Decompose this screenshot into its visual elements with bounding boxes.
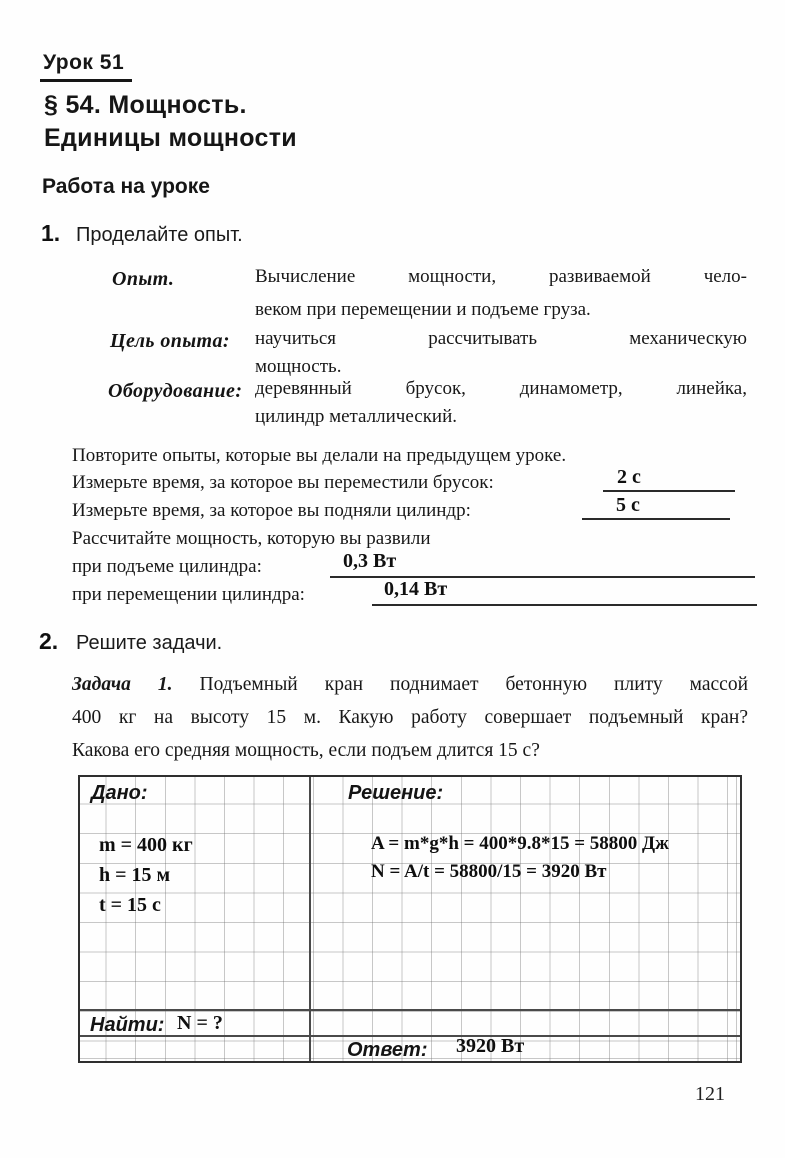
worksheet-subtitle: Работа на уроке (42, 175, 210, 198)
blank4-value: 0,14 Вт (384, 578, 448, 600)
lesson-label: Урок 51 (43, 51, 125, 74)
section-title-line1: § 54. Мощность. (44, 91, 247, 119)
task1-title: Проделайте опыт. (76, 224, 243, 246)
blank1-underline (603, 489, 735, 492)
blank2-underline (582, 517, 730, 520)
problem-text: Подъемный кран поднимает бетонную плиту массой (199, 674, 749, 695)
blank1-value: 2 с (617, 466, 641, 488)
repeat-instruction: Повторите опыты, которые вы делали на предыдущем уроке. (72, 445, 567, 466)
given-value: m = 400 кг (99, 834, 193, 856)
answer-label: Ответ: (347, 1039, 428, 1061)
find-value: N = ? (177, 1012, 223, 1034)
task1-number: 1. (41, 220, 61, 246)
blank2-value: 5 с (616, 494, 640, 516)
blank1-label: Измерьте время, за которое вы переместили брусок: (72, 472, 494, 493)
problem-line: Какова его средняя мощность, если подъем длится 15 с? (72, 740, 540, 761)
given-value: h = 15 м (99, 864, 171, 886)
lesson-underline (40, 79, 132, 82)
given-value: t = 15 с (99, 894, 161, 916)
blank3-label: при подъеме цилиндра: (72, 556, 262, 577)
blank4-underline (372, 603, 757, 606)
experiment-goal-label: Цель опыта: (110, 330, 230, 352)
find-row-top-rule (80, 1009, 740, 1011)
experiment-label: Опыт. (112, 268, 175, 290)
experiment-text-line: научиться рассчитывать механическую (255, 328, 747, 349)
given-label: Дано: (91, 782, 148, 804)
experiment-text-line: мощность. (255, 356, 342, 377)
solution-formula: N = A/t = 58800/15 = 3920 Вт (371, 861, 607, 882)
blank3-value: 0,3 Вт (343, 550, 397, 572)
solution-label: Решение: (348, 782, 444, 804)
answer-row-top-rule (80, 1035, 740, 1037)
find-label: Найти: (90, 1014, 165, 1036)
blank4-label: при перемещении цилиндра: (72, 584, 305, 605)
experiment-equipment-label: Оборудование: (108, 380, 243, 402)
blank2-label: Измерьте время, за которое вы подняли цилиндр: (72, 500, 471, 521)
page-number: 121 (695, 1083, 725, 1105)
section-title-line2: Единицы мощности (44, 124, 297, 152)
answer-value: 3920 Вт (456, 1035, 525, 1057)
task2-number: 2. (39, 628, 59, 654)
problem-line: 400 кг на высоту 15 м. Какую работу совершает подъемный кран? (72, 707, 748, 728)
problem-line (72, 674, 748, 696)
problem-name: Задача 1. (72, 674, 173, 695)
experiment-text-line: веком при перемещении и подъеме груза. (255, 299, 591, 320)
task2-title: Решите задачи. (76, 632, 223, 654)
solution-box (78, 775, 742, 1063)
solution-box-divider (309, 777, 311, 1061)
experiment-text-line: деревянный брусок, динамометр, линейка, (255, 378, 747, 399)
experiment-text-line: цилиндр металлический. (255, 406, 458, 427)
solution-formula: A = m*g*h = 400*9.8*15 = 58800 Дж (371, 833, 669, 854)
calc-instruction: Рассчитайте мощность, которую вы развили (72, 528, 431, 549)
experiment-text-line: Вычисление мощности, развиваемой чело- (255, 266, 747, 287)
